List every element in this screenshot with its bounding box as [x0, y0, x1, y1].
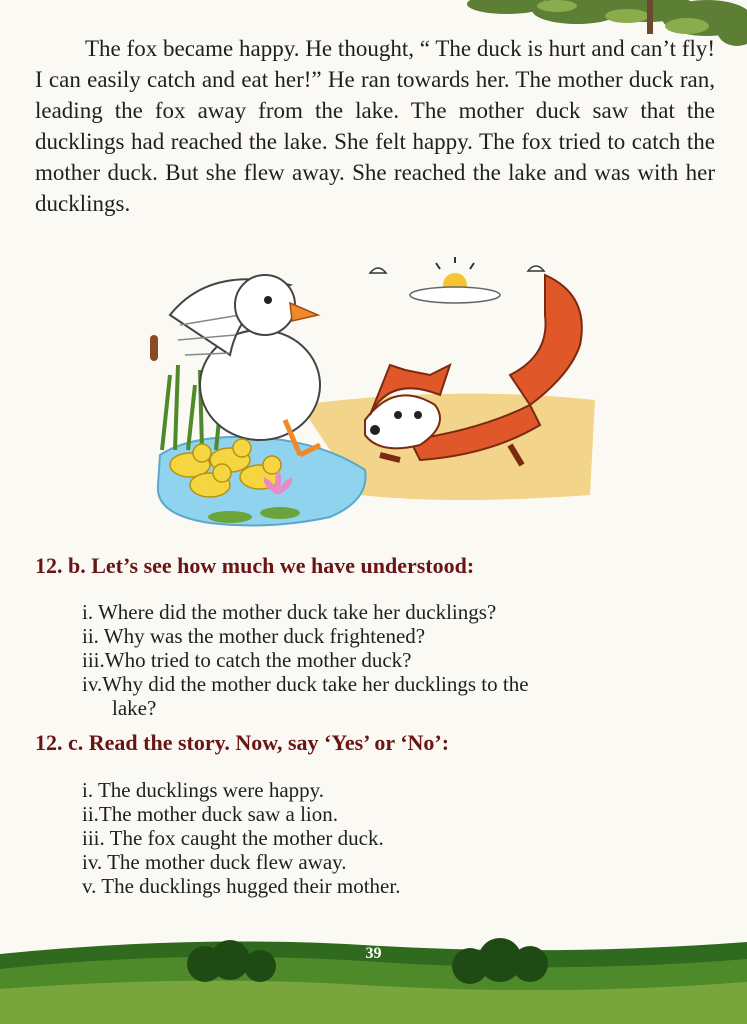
- page-number: 39: [365, 945, 382, 962]
- story-text: The fox became happy. He thought, “ The duck is hurt and can’t fly! I can easily catch and eat her!” He ran towards her. The mother duck ran, leading the fox away from the lake. The mother duck saw that the ducklings had reached the lake. She felt happy. The fox tried to catch the mother duck. But she flew away. She reached the lake and was with her ducklings.: [35, 36, 715, 216]
- list-item-continuation: lake?: [112, 696, 157, 720]
- list-item: i. The ducklings were happy.: [82, 778, 325, 802]
- section-c-statement-list: [82, 778, 400, 898]
- list-item: iv. The mother duck flew away.: [82, 850, 347, 874]
- list-item: ii.The mother duck saw a lion.: [82, 802, 339, 826]
- list-item: iii. The fox caught the mother duck.: [82, 826, 384, 850]
- story-paragraph: [35, 33, 715, 219]
- list-item: i. Where did the mother duck take her ducklings?: [82, 600, 497, 624]
- list-item: ii. Why was the mother duck frightened?: [82, 624, 426, 648]
- story-illustration: [150, 255, 600, 535]
- list-item: iii.Who tried to catch the mother duck?: [82, 648, 412, 672]
- list-item: v. The ducklings hugged their mother.: [82, 874, 401, 898]
- list-item: iv.Why did the mother duck take her ducklings to the: [82, 672, 529, 696]
- section-b-question-list: [82, 600, 662, 720]
- duck-icon: [170, 275, 320, 455]
- section-c-heading: 12. c. Read the story. Now, say ‘Yes’ or ‘No’:: [35, 730, 450, 755]
- sun-icon: [370, 257, 544, 303]
- section-b-heading: 12. b. Let’s see how much we have understood:: [35, 553, 475, 578]
